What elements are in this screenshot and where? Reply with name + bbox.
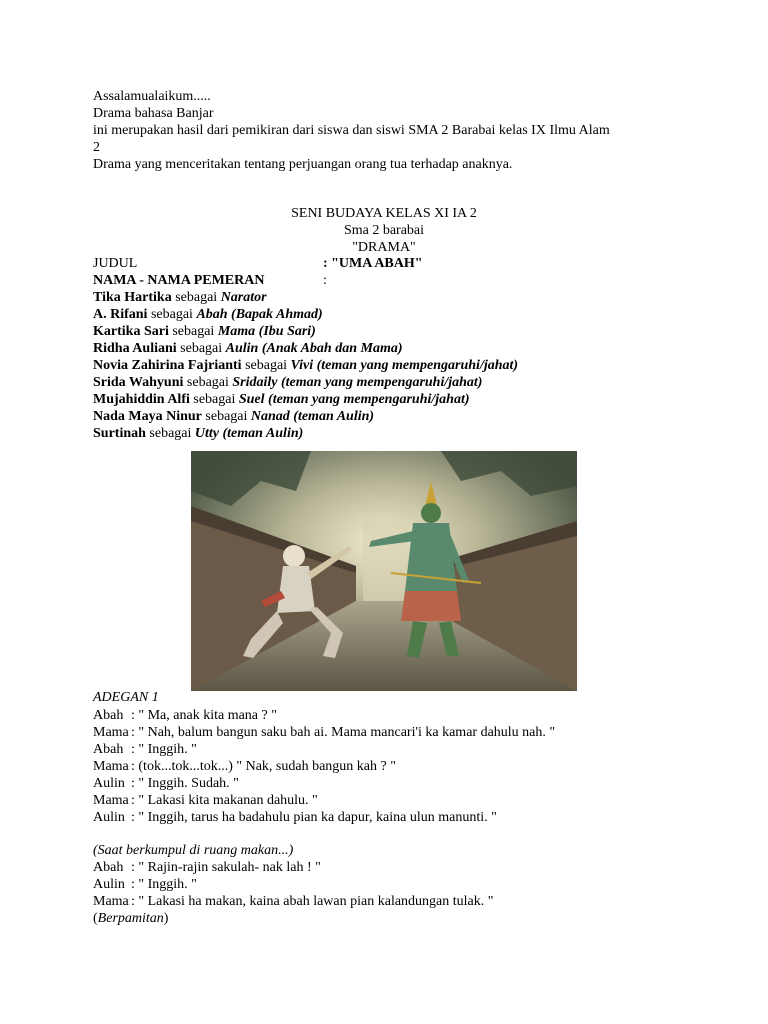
ramayana-dancers-image <box>191 451 577 691</box>
cast-role: Utty (teman Aulin) <box>194 426 304 441</box>
dialogue-text: : " Inggih. " <box>131 877 197 892</box>
cast-member-name: A. Rifani <box>93 307 148 322</box>
greeting-line: Assalamualaikum..... <box>93 89 211 104</box>
cast-member-row <box>93 306 323 323</box>
speaker-name: Mama <box>93 725 129 740</box>
dialogue-text: : (tok...tok...tok...) " Nak, sudah bangun kah ? " <box>131 759 396 774</box>
cast-role: Suel (teman yang mempengaruhi/jahat) <box>238 392 470 407</box>
cast-member-row <box>93 374 482 391</box>
description-line-2: Drama yang menceritakan tentang perjuangan orang tua terhadap anaknya. <box>93 157 513 172</box>
cast-sebagai-text: sebagai <box>147 307 197 322</box>
dialogue-text: : " Ma, anak kita mana ? " <box>131 708 277 723</box>
cast-sebagai-text: sebagai <box>145 426 195 441</box>
dialogue-text: : " Lakasi kita makanan dahulu. " <box>131 793 318 808</box>
dialogue-text: : " Rajin-rajin sakulah- nak lah ! " <box>131 860 321 875</box>
cast-member-name: Surtinah <box>93 426 146 441</box>
dialogue-text: : " Inggih. Sudah. " <box>131 776 239 791</box>
cast-member-name: Ridha Auliani <box>93 341 177 356</box>
dialogue-line <box>93 893 493 910</box>
cast-member-name: Srida Wahyuni <box>93 375 184 390</box>
cast-member-row <box>93 357 518 374</box>
speaker-name: Abah <box>93 860 124 875</box>
dialogue-text: : " Inggih, tarus ha badahulu pian ka dapur, kaina ulun manunti. " <box>131 810 497 825</box>
dialogue-line <box>93 809 497 826</box>
cast-member-name: Kartika Sari <box>93 324 169 339</box>
description-line: ini merupakan hasil dari pemikiran dari siswa dan siswi SMA 2 Barabai kelas IX Ilmu Alam <box>93 123 610 138</box>
cast-role: Vivi (teman yang mempengaruhi/jahat) <box>290 358 519 373</box>
closing-direction <box>93 910 168 927</box>
cast-role: Narator <box>220 290 267 305</box>
cast-member-row <box>93 391 470 408</box>
cast-member-row <box>93 323 316 340</box>
dialogue-text: : " Lakasi ha makan, kaina abah lawan pian kalandungan tulak. " <box>131 894 494 909</box>
cast-member-name: Mujahiddin Alfi <box>93 392 190 407</box>
cast-member-row <box>93 289 267 306</box>
cast-member-name: Nada Maya Ninur <box>93 409 202 424</box>
cast-member-name: Tika Hartika <box>93 290 172 305</box>
speaker-name: Mama <box>93 894 129 909</box>
dialogue-line <box>93 724 555 741</box>
cast-heading-colon: : <box>323 273 327 288</box>
title-row <box>93 255 423 272</box>
cast-member-row <box>93 425 303 442</box>
cast-sebagai-text: sebagai <box>168 324 218 339</box>
closing-paren-close: ) <box>163 911 169 926</box>
speaker-name: Aulin <box>93 877 125 892</box>
dialogue-text: : " Inggih. " <box>131 742 197 757</box>
dialogue-line <box>93 707 277 724</box>
dialogue-line <box>93 775 239 792</box>
cast-sebagai-text: sebagai <box>201 409 251 424</box>
cast-member-name: Novia Zahirina Fajrianti <box>93 358 242 373</box>
dialogue-line <box>93 859 321 876</box>
cast-member-row <box>93 408 374 425</box>
dialogue-text: : " Nah, balum bangun saku bah ai. Mama mancari'i ka kamar dahulu nah. " <box>131 725 556 740</box>
cast-role: Mama (Ibu Sari) <box>217 324 316 339</box>
subtitle-line: Drama bahasa Banjar <box>93 106 214 121</box>
cast-heading-label: NAMA - NAMA PEMERAN <box>93 273 265 288</box>
stage-photo <box>191 451 577 691</box>
scene-1-title: ADEGAN 1 <box>93 690 159 705</box>
dialogue-line <box>93 741 197 758</box>
speaker-name: Abah <box>93 742 124 757</box>
school-heading: Sma 2 barabai <box>343 223 425 238</box>
closing-word: Berpamitan <box>97 911 164 926</box>
dialogue-line <box>93 758 396 775</box>
dialogue-line <box>93 876 197 893</box>
description-line-wrap: 2 <box>93 140 100 155</box>
title-label: JUDUL <box>93 256 138 271</box>
cast-sebagai-text: sebagai <box>189 392 239 407</box>
cast-heading-row <box>93 272 327 289</box>
cast-sebagai-text: sebagai <box>176 341 226 356</box>
cast-sebagai-text: sebagai <box>241 358 291 373</box>
speaker-name: Abah <box>93 708 124 723</box>
speaker-name: Aulin <box>93 776 125 791</box>
cast-role: Aulin (Anak Abah dan Mama) <box>225 341 403 356</box>
cast-member-row <box>93 340 403 357</box>
class-heading: SENI BUDAYA KELAS XI IA 2 <box>291 206 477 221</box>
type-heading: "DRAMA" <box>352 240 416 255</box>
speaker-name: Mama <box>93 793 129 808</box>
cast-role: Sridaily (teman yang mempengaruhi/jahat) <box>232 375 483 390</box>
cast-sebagai-text: sebagai <box>183 375 233 390</box>
closing-paren-open: ( <box>93 911 98 926</box>
title-value: : "UMA ABAH" <box>323 256 423 271</box>
cast-role: Nanad (teman Aulin) <box>250 409 375 424</box>
cast-sebagai-text: sebagai <box>171 290 221 305</box>
speaker-name: Mama <box>93 759 129 774</box>
dialogue-line <box>93 792 318 809</box>
speaker-name: Aulin <box>93 810 125 825</box>
cast-role: Abah (Bapak Ahmad) <box>196 307 323 322</box>
scene-2-direction: (Saat berkumpul di ruang makan...) <box>93 843 294 858</box>
